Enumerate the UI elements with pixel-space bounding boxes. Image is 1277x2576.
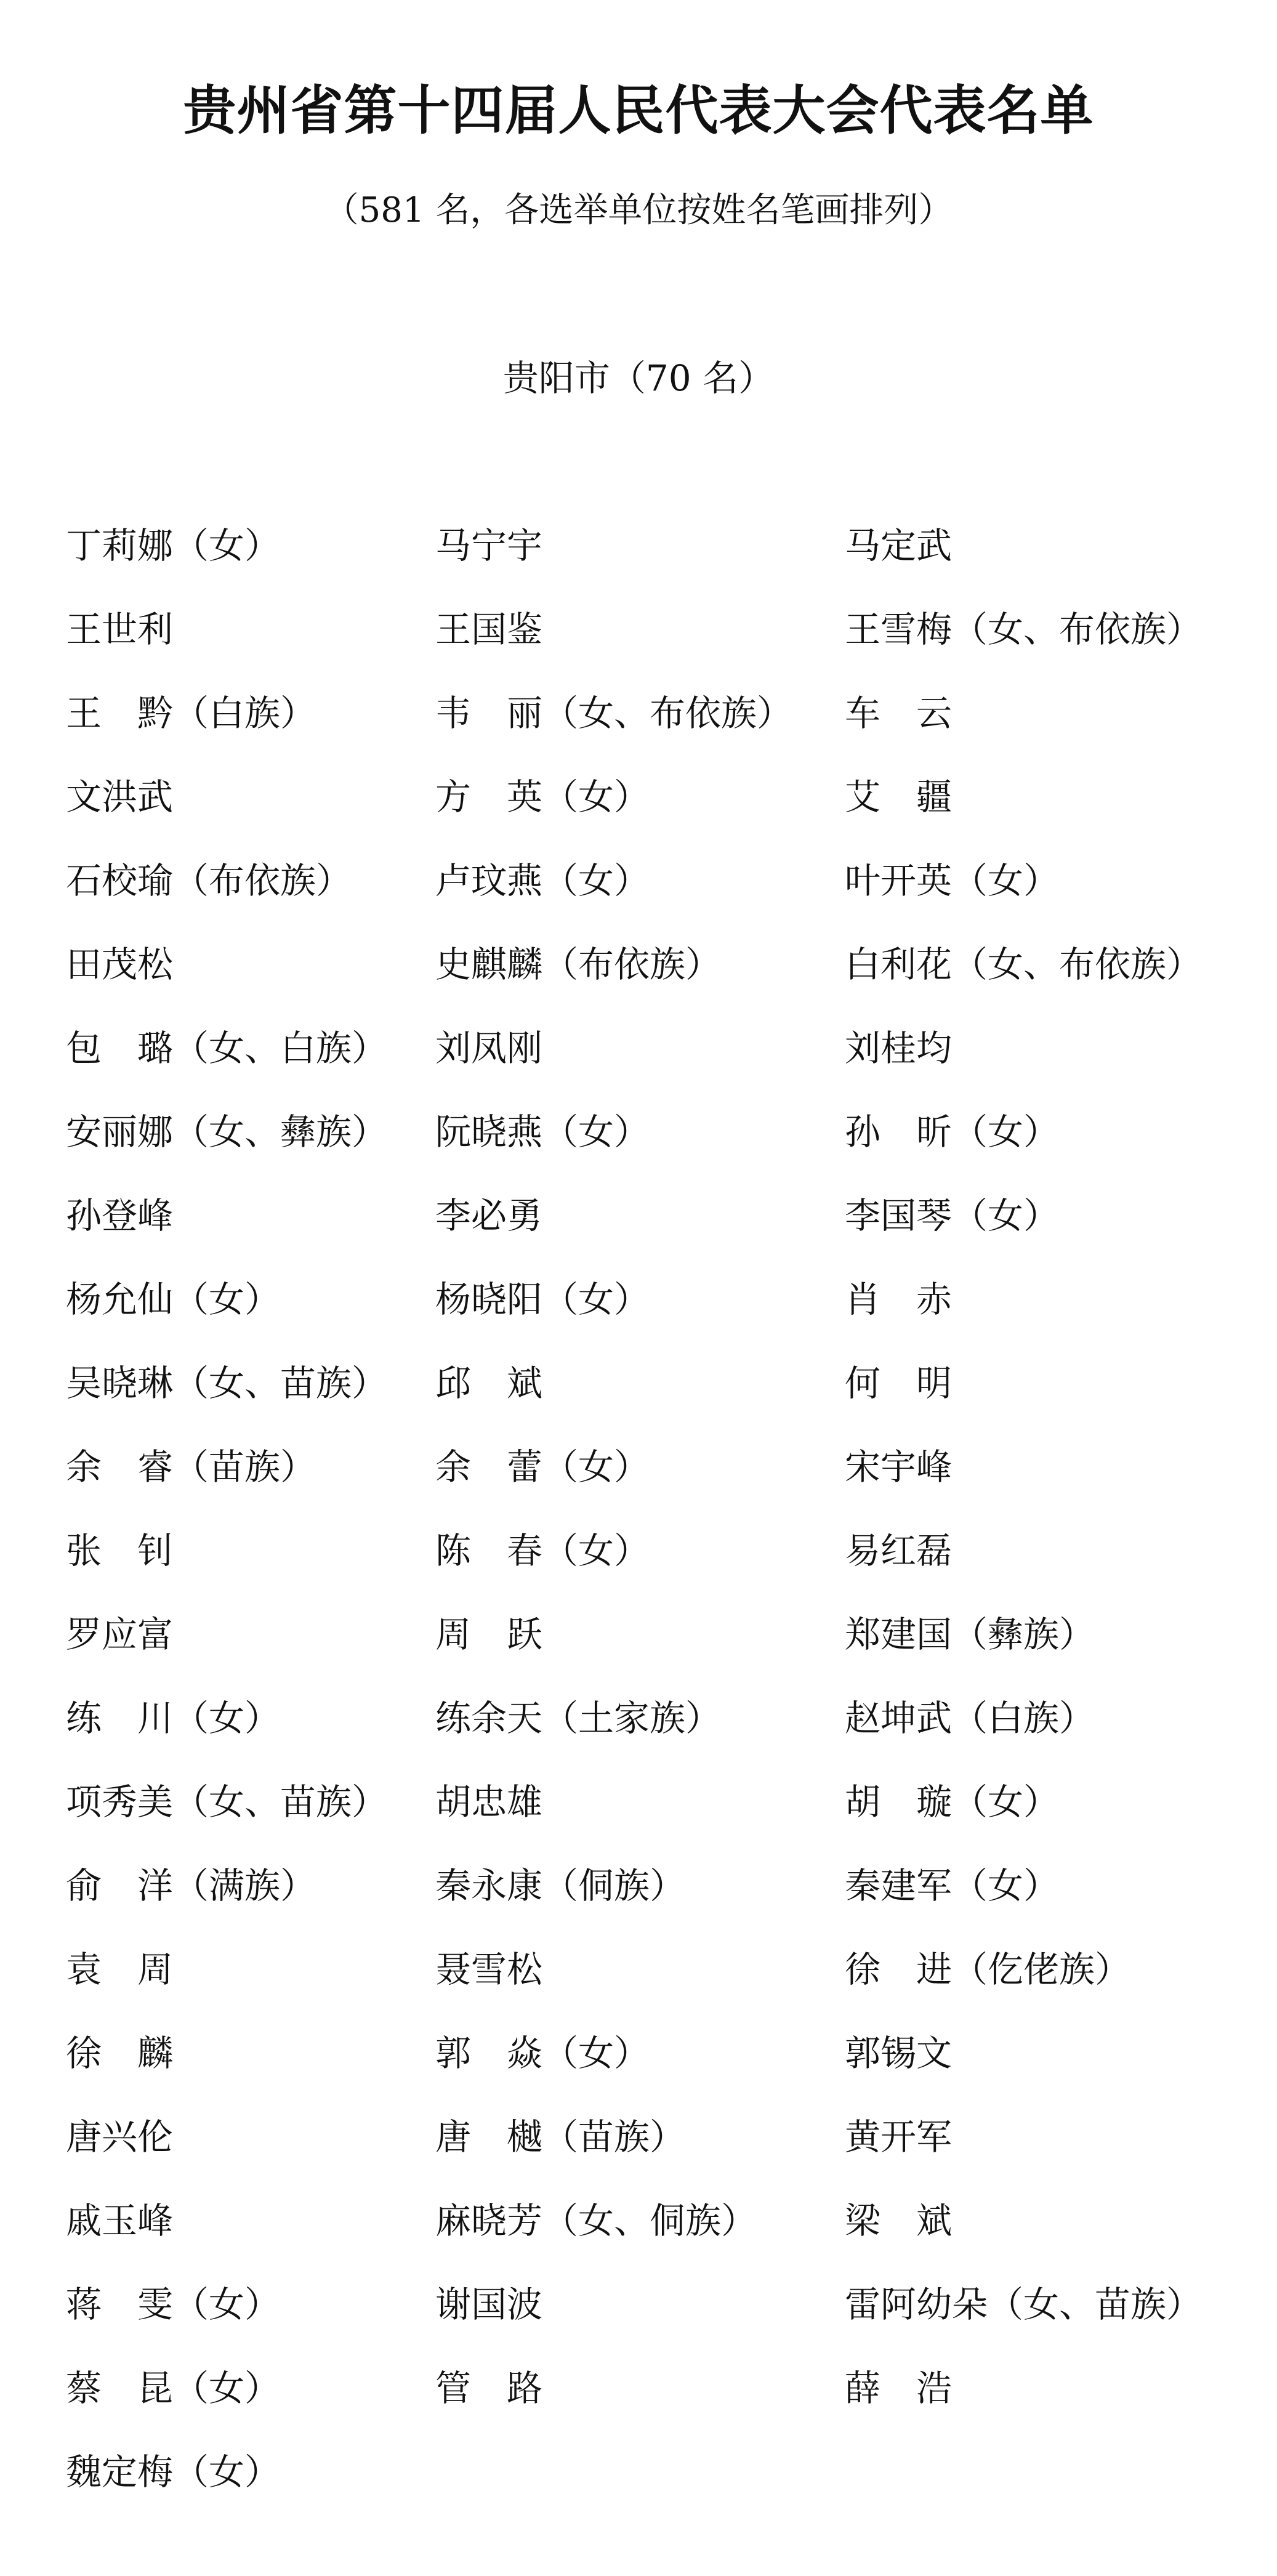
list-row <box>0 504 1277 587</box>
representative-name: 杨晓阳（女） <box>435 1278 650 1320</box>
representative-name: 李国琴（女） <box>845 1195 1060 1237</box>
representative-name: 方 英（女） <box>435 776 650 818</box>
list-row <box>0 1174 1277 1258</box>
list-row <box>0 2263 1277 2346</box>
representative-name: 魏定梅（女） <box>66 2451 281 2493</box>
representative-name: 徐 进（仡佬族） <box>845 1948 1131 1990</box>
representative-name: 卢玟燕（女） <box>435 860 650 902</box>
representative-name: 项秀美（女、苗族） <box>66 1781 388 1823</box>
representative-name: 俞 洋（满族） <box>66 1865 316 1907</box>
representative-name: 刘凤刚 <box>435 1027 543 1069</box>
list-row <box>0 1006 1277 1090</box>
document-subtitle: （581 名，各选举单位按姓名笔画排列） <box>324 190 953 230</box>
representative-name: 易红磊 <box>845 1530 953 1572</box>
representative-name: 何 明 <box>845 1362 953 1404</box>
section-heading: 贵阳市（70 名） <box>502 357 775 399</box>
list-row <box>0 839 1277 923</box>
representative-name: 叶开英（女） <box>845 860 1060 902</box>
representative-name: 周 跃 <box>435 1613 543 1655</box>
representative-name: 石校瑜（布依族） <box>66 860 352 902</box>
representative-name: 刘桂均 <box>845 1027 953 1069</box>
representative-name: 唐兴伦 <box>66 2116 174 2158</box>
list-row <box>0 587 1277 671</box>
list-row <box>0 2346 1277 2430</box>
representative-name: 丁莉娜（女） <box>66 525 281 567</box>
representative-name: 薛 浩 <box>845 2367 953 2409</box>
list-row <box>0 2095 1277 2179</box>
representative-name: 梁 斌 <box>845 2200 953 2242</box>
representative-name: 邱 斌 <box>435 1362 543 1404</box>
list-row <box>0 1928 1277 2011</box>
representative-name: 宋宇峰 <box>845 1446 953 1488</box>
representative-name: 聂雪松 <box>435 1948 543 1990</box>
representative-name: 练 川（女） <box>66 1697 281 1739</box>
representative-name: 胡 璇（女） <box>845 1781 1060 1823</box>
representative-name: 阮晓燕（女） <box>435 1111 650 1153</box>
representative-name: 谢国波 <box>435 2283 543 2325</box>
list-row <box>0 1760 1277 1844</box>
document-title: 贵州省第十四届人民代表大会代表名单 <box>183 80 1094 142</box>
list-row <box>0 671 1277 755</box>
representative-name: 管 路 <box>435 2367 543 2409</box>
representative-name: 孙 昕（女） <box>845 1111 1060 1153</box>
representative-name: 麻晓芳（女、侗族） <box>435 2200 757 2242</box>
representative-name: 唐 樾（苗族） <box>435 2116 686 2158</box>
representative-name: 孙登峰 <box>66 1195 174 1237</box>
representative-name: 史麒麟（布依族） <box>435 943 722 985</box>
representative-name: 郭锡文 <box>845 2032 953 2074</box>
list-row <box>0 1425 1277 1509</box>
representative-name: 袁 周 <box>66 1948 174 1990</box>
representative-name: 蔡 昆（女） <box>66 2367 281 2409</box>
representative-name: 黄开军 <box>845 2116 953 2158</box>
representative-name: 胡忠雄 <box>435 1781 543 1823</box>
representative-name: 余 蕾（女） <box>435 1446 650 1488</box>
representative-name: 王雪梅（女、布依族） <box>845 608 1202 650</box>
representative-name: 张 钊 <box>66 1530 174 1572</box>
representative-name: 陈 春（女） <box>435 1530 650 1572</box>
representative-name: 韦 丽（女、布依族） <box>435 692 793 734</box>
representative-name: 白利花（女、布依族） <box>845 943 1202 985</box>
representative-name: 马定武 <box>845 525 953 567</box>
representative-name: 吴晓琳（女、苗族） <box>66 1362 388 1404</box>
list-row <box>0 1593 1277 1676</box>
list-row <box>0 1258 1277 1341</box>
representative-name: 徐 麟 <box>66 2032 174 2074</box>
representative-name: 包 璐（女、白族） <box>66 1027 388 1069</box>
list-row <box>0 1844 1277 1928</box>
representative-name: 杨允仙（女） <box>66 1278 281 1320</box>
representative-name: 练余天（土家族） <box>435 1697 722 1739</box>
representative-name: 郑建国（彝族） <box>845 1613 1095 1655</box>
representative-name: 车 云 <box>845 692 953 734</box>
representative-name: 郭 焱（女） <box>435 2032 650 2074</box>
representative-name: 罗应富 <box>66 1613 174 1655</box>
representative-name: 王 黔（白族） <box>66 692 316 734</box>
representative-name: 雷阿幼朵（女、苗族） <box>845 2283 1202 2325</box>
list-row <box>0 1509 1277 1593</box>
list-row <box>0 2430 1277 2514</box>
representative-name: 李必勇 <box>435 1195 543 1237</box>
list-row <box>0 923 1277 1006</box>
list-row <box>0 2011 1277 2095</box>
representative-name: 蒋 雯（女） <box>66 2283 281 2325</box>
list-row <box>0 1341 1277 1425</box>
representative-list <box>0 504 1277 2514</box>
representative-name: 戚玉峰 <box>66 2200 174 2242</box>
representative-name: 王国鉴 <box>435 608 543 650</box>
representative-name: 艾 疆 <box>845 776 953 818</box>
representative-name: 秦永康（侗族） <box>435 1865 686 1907</box>
representative-name: 余 睿（苗族） <box>66 1446 316 1488</box>
representative-name: 马宁宇 <box>435 525 543 567</box>
list-row <box>0 1090 1277 1174</box>
representative-name: 安丽娜（女、彝族） <box>66 1111 388 1153</box>
representative-name: 赵坤武（白族） <box>845 1697 1095 1739</box>
representative-name: 文洪武 <box>66 776 174 818</box>
list-row <box>0 755 1277 839</box>
representative-name: 肖 赤 <box>845 1278 953 1320</box>
list-row <box>0 2179 1277 2263</box>
list-row <box>0 1676 1277 1760</box>
representative-name: 王世利 <box>66 608 174 650</box>
representative-name: 秦建军（女） <box>845 1865 1060 1907</box>
representative-name: 田茂松 <box>66 943 174 985</box>
